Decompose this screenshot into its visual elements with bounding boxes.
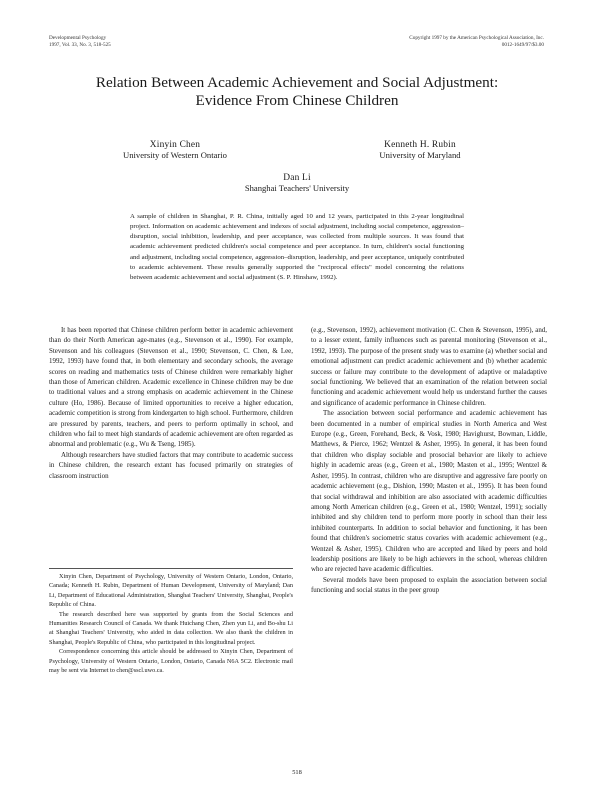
page-number: 518 (292, 769, 302, 776)
volume-info: 1997, Vol. 33, No. 3, 518-525 (49, 41, 111, 48)
body-paragraph: Several models have been proposed to explain the association between social functioning and social status in the peer group (311, 575, 547, 595)
author-affiliation: Shanghai Teachers' University (244, 183, 350, 193)
author-affiliation: University of Maryland (379, 150, 461, 160)
author-block-3 (222, 173, 372, 193)
body-paragraph: It has been reported that Chinese children perform better in academic achievement than do their North American age-mates (e.g., Stevenson et al., 1990). For example, Stevenson and his colleagues (Stevenson et al., 1990; Stevenson, C. Chen, & Lee, 1992, 1993) have found that, in both elementary and secondary schools, the average scores on reading and mathematics tests of Chinese children were remarkably higher than those of American children. Academic excellence in Chinese children may be due to traditional values and a strong emphasis on academic achievement in the Chinese culture (Ho, 1986). Because of limited opportunities to receive a higher education, academic competition is strong from kindergarten to high school. Furthermore, children are pressured by parents, teachers, and peers to perform optimally in school, and children who fail to meet high standards of academic achievement are often regarded as abnormal and problematic (e.g., Wu & Tseng, 1985). (49, 326, 293, 449)
doi-line: 0012-1649/97/$3.00 (501, 41, 544, 48)
author-name: Dan Li (283, 173, 311, 183)
author-note: Xinyin Chen, Department of Psychology, University of Western Ontario, London, Ontario, Canada; Kenneth H. Rubin, Department of Human Development, University of Maryland; Dan Li, Department of Educational Administration, Shanghai Teachers' University, Shanghai, People's Republic of China. (49, 573, 293, 609)
author-note: The research described here was supported by grants from the Social Sciences and Humanities Research Council of Canada. We thank Huichang Chen, Zhen yun Li, and Bo-shu Li at Shanghai Teachers' University, who aided in data collection. We also thank the children in Shanghai, People's Republic of China, who participated in this longitudinal project. (49, 610, 293, 646)
body-column-left (49, 325, 293, 481)
author-block-1 (100, 140, 250, 160)
title-line-1: Relation Between Academic Achievement and Social Adjustment: (95, 74, 499, 91)
paper-title (0, 74, 594, 109)
author-name: Kenneth H. Rubin (384, 140, 456, 150)
copyright-line: Copyright 1997 by the American Psychological Association, Inc. (409, 35, 544, 41)
author-name: Xinyin Chen (149, 140, 201, 150)
footnote-divider (49, 568, 293, 569)
body-column-right (311, 325, 547, 596)
journal-name: Developmental Psychology (49, 35, 107, 41)
author-notes (49, 572, 293, 675)
title-line-2: Evidence From Chinese Children (195, 91, 399, 109)
abstract: A sample of children in Shanghai, P. R. China, initially aged 10 and 12 years, participated in this 2-year longitudinal project. Information on academic achievement and indexes of social adjustment, including social competence, aggression–disruption, social inhibition, leadership, and peer acceptance, was collected from multiple sources. It was found that academic achievement predicted children's social competence and peer acceptance. In turn, children's social functioning and adjustment, including social competence, aggression–disruption, leadership, and peer acceptance, uniquely contributed to academic achievement. These results generally supported the "reciprocal effects" model concerning the relations between academic achievement and social adjustment (S. P. Hinshaw, 1992). (130, 213, 464, 281)
author-block-2 (340, 140, 500, 160)
running-header-left (49, 35, 111, 48)
body-paragraph: (e.g., Stevenson, 1992), achievement motivation (C. Chen & Stevenson, 1995), and, to a lesser extent, family influences such as parental monitoring (Stevenson et al., 1992, 1993). The purpose of the present study was to examine (a) whether social and emotional adjustment can predict academic achievement and (b) whether academic success or failure may contribute to the development of adaptive or maladaptive social functioning. We believed that an examination of the relation between social functioning and academic achievement would help us understand further the causes and significance of academic performance in Chinese children. (311, 326, 547, 407)
author-note: Correspondence concerning this article should be addressed to Xinyin Chen, Department of Psychology, University of Western Ontario, London, Ontario, Canada N6A 5C2. Electronic mail may be sent via Internet to chen@sscl.uwo.ca. (49, 648, 293, 675)
body-paragraph: The association between social performance and academic achievement has been documented in a number of empirical studies in North America and West Europe (e.g., Green, Forehand, Beck, & Vosk, 1980; Havighurst, Bowman, Liddle, Matthews, & Pierce, 1962; Wentzel & Asher, 1995). In general, it has been found that children who display sociable and prosocial behavior are likely to achieve highly in academic areas (e.g., Green et al., 1980; Masten et al., 1995; Wentzel & Asher, 1995). In contrast, children who are disruptive and aggressive fare poorly on academic achievement (e.g., Dishion, 1990; Masten et al., 1995). It has been found that social withdrawal and inhibition are also associated with academic difficulties among North American children (e.g., Green et al., 1980; Wentzel, 1991); socially inhibited and shy children tend to perform more poorly in school than their less inhibited counterparts. In addition to social behavior and functioning, it has been found that children's sociometric status covaries with academic achievement (e.g., Wentzel & Asher, 1995). Children who are accepted and liked by peers and hold leadership positions are likely to be high achievers in the school, whereas children who are rejected have academic difficulties. (311, 409, 547, 574)
running-header-right (409, 35, 544, 48)
author-affiliation: University of Western Ontario (123, 150, 227, 160)
body-paragraph: Although researchers have studied factors that may contribute to academic success in Chinese children, the research extant has focused primarily on strategies of classroom instruction (49, 450, 293, 480)
